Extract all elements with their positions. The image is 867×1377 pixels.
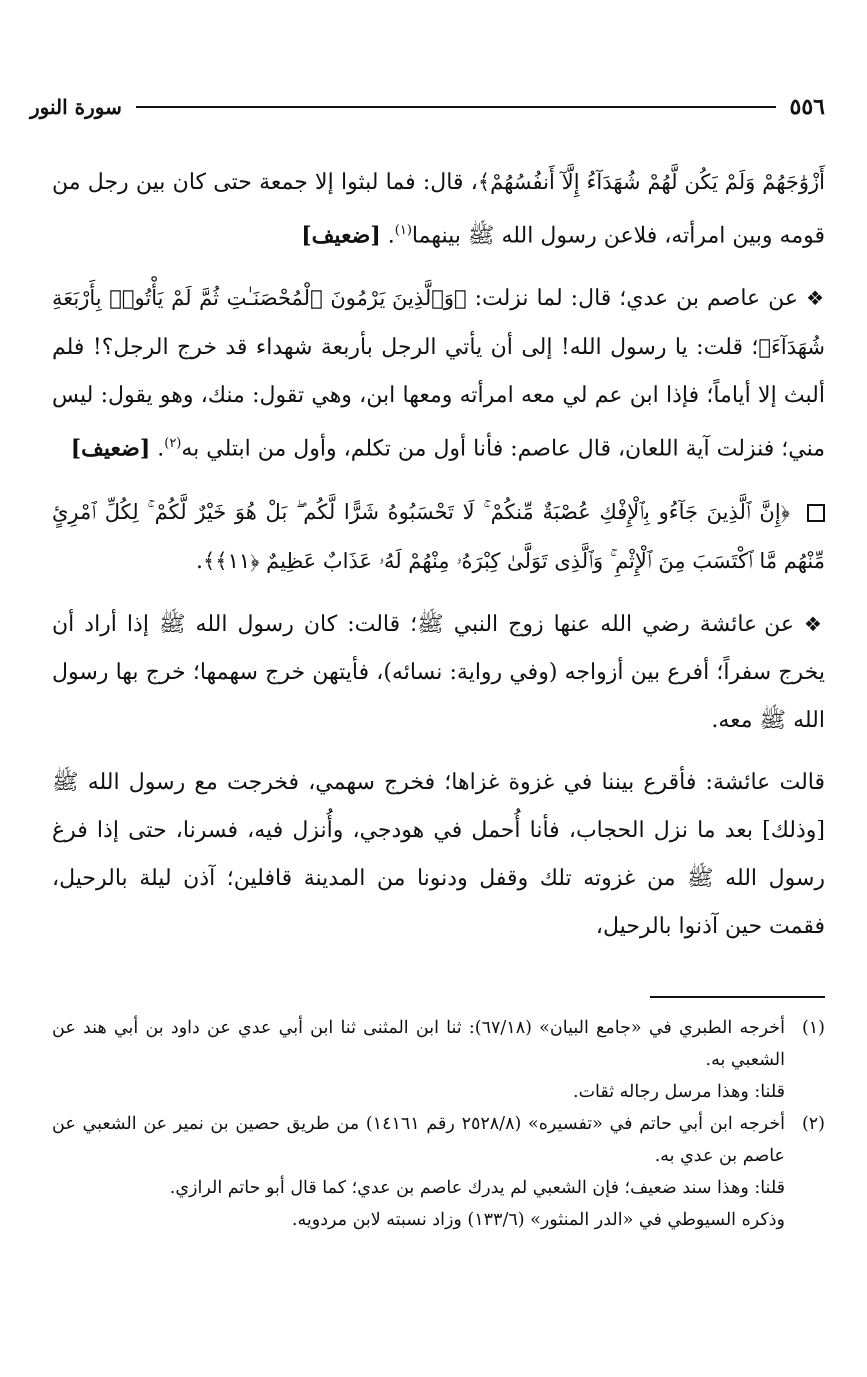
square-marker-icon xyxy=(807,504,825,522)
footnote-line: قلنا: وهذا سند ضعيف؛ فإن الشعبي لم يدرك عاصم بن عدي؛ كما قال أبو حاتم الرازي. xyxy=(169,1178,785,1198)
surah-title: سورة النور xyxy=(30,95,122,119)
paragraph-1: أَزْوَٰجَهُمْ وَلَمْ يَكُن لَّهُمْ شُهَدَآءُ إِلَّآ أَنفُسُهُمْ﴾، قال: فما لبثوا إلا جمعة حتى كان بين رجل من قومه وبين امرأته، فلاعن رسول الله ﷺ بينهما$^{(١)}$. [ضعيف] xyxy=(52,170,826,249)
paragraph-4 xyxy=(52,759,825,951)
footnote-2 xyxy=(52,1108,825,1236)
paragraph-2: ❖ عن عاصم بن عدي؛ قال: لما نزلت: ﴿وَٱلَّذِينَ يَرْمُونَ ٱلْمُحْصَنَـٰتِ ثُمَّ لَمْ يَأْتُوا۟ بِأَرْبَعَةِ شُهَدَآءَ﴾؛ قلت: يا رسول الله! إلى أن يأتي الرجل بأربعة شهداء قد خرج الرجل؟! فلم ألبث إلا أياماً؛ فإذا ابن عم لي معه امرأته ومعها ابن، وهي تقول: منك، وهو يقول: ليس مني؛ فنزلت آية اللعان، قال عاصم: فأنا أول من تكلم، وأول من ابتلي به$^{(٢)}$. [ضعيف] xyxy=(52,286,825,462)
quran-excerpt: أَزْوَٰجَهُمْ وَلَمْ يَكُن لَّهُمْ شُهَدَآءُ إِلَّآ أَنفُسُهُمْ﴾ xyxy=(477,170,826,194)
quran-verse: ﴿إِنَّ ٱلَّذِينَ جَآءُو بِٱلْإِفْكِ عُصْبَةٌ مِّنكُمْ ۚ لَا تَحْسَبُوهُ شَرًّا لَّكُم ۖ بَلْ هُوَ خَيْرٌ لَّكُمْ ۚ لِكُلِّ ٱمْرِئٍ مِّنْهُم مَّا ٱكْتَسَبَ مِنَ ٱلْإِثْمِ ۚ وَٱلَّذِى تَوَلَّىٰ كِبْرَهُۥ مِنْهُمْ لَهُۥ عَذَابٌ عَظِيمٌ ﴿١١﴾﴾ xyxy=(52,499,825,573)
verse-block: ﴿إِنَّ ٱلَّذِينَ جَآءُو بِٱلْإِفْكِ عُصْبَةٌ مِّنكُمْ ۚ لَا تَحْسَبُوهُ شَرًّا لَّكُم ۖ بَلْ هُوَ خَيْرٌ لَّكُمْ ۚ لِكُلِّ ٱمْرِئٍ مِّنْهُم مَّا ٱكْتَسَبَ مِنَ ٱلْإِثْمِ ۚ وَٱلَّذِى تَوَلَّىٰ كِبْرَهُۥ مِنْهُمْ لَهُۥ عَذَابٌ عَظِيمٌ ﴿١١﴾﴾. xyxy=(52,499,825,574)
paragraph-text: ، قال: فما لبثوا إلا جمعة حتى كان بين رجل من قومه وبين امرأته، فلاعن رسول الله ﷺ بينهما xyxy=(52,170,825,249)
footnote-ref: (١) xyxy=(394,223,412,238)
footnote-text xyxy=(52,1108,785,1236)
bullet-icon: ❖ xyxy=(804,611,825,636)
footnote-line: وذكره السيوطي في «الدر المنثور» (١٣٣/٦) وزاد نسبته لابن مردويه. xyxy=(291,1210,785,1230)
bullet-icon: ❖ xyxy=(806,286,825,311)
main-text xyxy=(52,158,825,965)
footnote-text xyxy=(52,1012,785,1108)
paragraph-text-continued: ؛ قلت: يا رسول الله! إلى أن يأتي الرجل بأربعة شهداء قد خرج الرجل؟! فلم ألبث إلا أياماً؛ فإذا ابن عم لي معه امرأته ومعها ابن، وهي تقول: منك، وهو يقول: ليس مني؛ فنزلت آية اللعان، قال عاصم: فأنا أول من تكلم، وأول من ابتلي به xyxy=(52,335,825,462)
footnote-line: أخرجه الطبري في «جامع البيان» (٦٧/١٨): ثنا ابن المثنى ثنا ابن أبي عدي عن داود بن أبي هند عن الشعبي به. xyxy=(52,1018,785,1070)
paragraph-3 xyxy=(52,600,825,745)
footnote-separator xyxy=(650,996,825,998)
footnote-1 xyxy=(52,1012,825,1108)
footnote-ref: (٢) xyxy=(164,436,182,452)
hadith-grade: [ضعيف] xyxy=(301,222,381,249)
paragraph-text: عن عائشة رضي الله عنها زوج النبي ﷺ؛ قالت: كان رسول الله ﷺ إذا أراد أن يخرج سفراً؛ أفرع بين أزواجه (وفي رواية: نسائه)، فأيتهن خرج سهمها؛ خرج بها رسول الله ﷺ معه. xyxy=(52,611,825,733)
footnote-number: (١) xyxy=(801,1018,825,1038)
paragraph-text: عن عاصم بن عدي؛ قال: لما نزلت: xyxy=(474,286,799,312)
footnote-line: قلنا: وهذا مرسل رجاله ثقات. xyxy=(573,1082,785,1102)
paragraph-text: قالت عائشة: فأقرع بيننا في غزوة غزاها؛ فخرج سهمي، فخرجت مع رسول الله ﷺ [وذلك] بعد ما نزل الحجاب، فأنا أُحمل في هودجي، وأُنزل فيه، فسرنا، حتى إذا فرغ رسول الله ﷺ من غزوته تلك وقفل ودنونا من المدينة قافلين؛ آذن ليلة بالرحيل، فقمت حين آذنوا بالرحيل، xyxy=(52,769,825,939)
hadith-grade: [ضعيف] xyxy=(70,435,151,462)
footnote-number: (٢) xyxy=(801,1114,825,1134)
page-number: ٥٥٦ xyxy=(789,94,825,120)
footnote-line: أخرجه ابن أبي حاتم في «تفسيره» (٢٥٢٨/٨ رقم ١٤١٦١) من طريق حصين بن نمير عن الشعبي عن عاصم بن عدي به. xyxy=(52,1114,785,1166)
page-header xyxy=(30,90,825,124)
quran-excerpt: ﴿وَٱلَّذِينَ يَرْمُونَ ٱلْمُحْصَنَـٰتِ ثُمَّ لَمْ يَأْتُوا۟ بِأَرْبَعَةِ شُهَدَآءَ﴾ xyxy=(52,286,825,360)
footnotes xyxy=(52,1012,825,1236)
header-rule xyxy=(136,106,776,108)
